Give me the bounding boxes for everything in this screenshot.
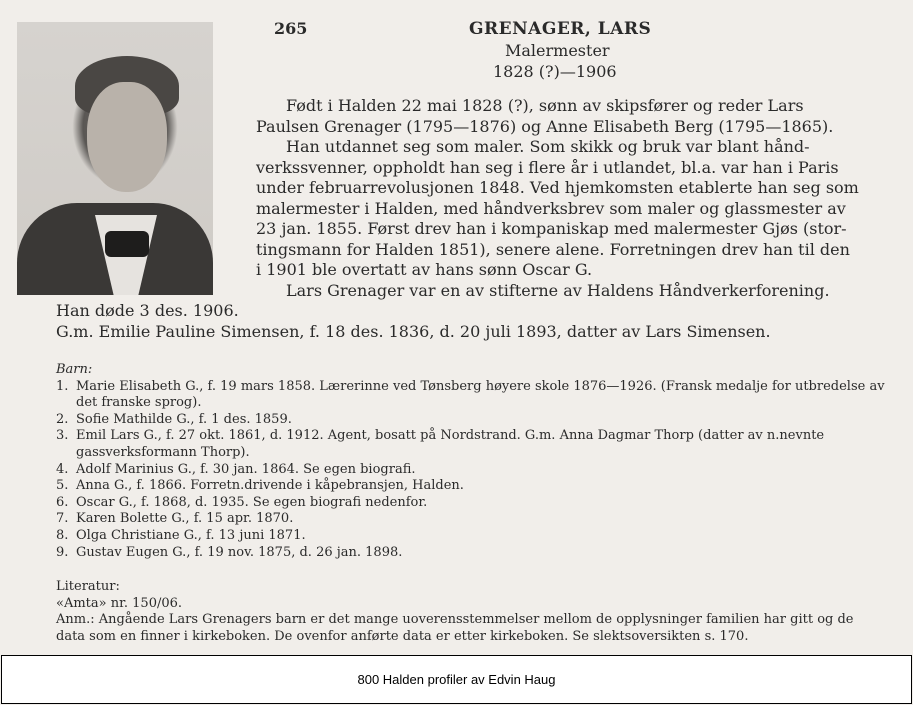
bio-line: Han utdannet seg som maler. Som skikk og bruk var blant hånd- [286,137,810,156]
list-item: 7. Karen Bolette G., f. 15 apr. 1870. [56,511,294,527]
list-item: 6. Oscar G., f. 1868, d. 1935. Se egen biografi nedenfor. [56,494,428,510]
bio-line: under februarrevolusjonen 1848. Ved hjemkomsten etablerte han seg som [256,178,859,197]
list-item: 4. Adolf Marinius G., f. 30 jan. 1864. Se egen biografi. [56,461,416,477]
list-item: 8. Olga Christiane G., f. 13 juni 1871. [56,527,306,543]
bio-married: G.m. Emilie Pauline Simensen, f. 18 des. 1836, d. 20 juli 1893, datter av Lars Simensen. [56,321,771,341]
literature-source: «Amta» nr. 150/06. [56,595,183,611]
literature-heading: Literatur: [56,579,120,594]
bio-line: Paulsen Grenager (1795—1876) og Anne Elisabeth Berg (1795—1865). [256,116,834,136]
page-number: 265 [274,19,308,38]
list-item: 1. Marie Elisabeth G., f. 19 mars 1858. Lærerinne ved Tønsberg høyere skole 1876—1926. (Fransk medalje for utbredelse av det franske sprog). [56,378,885,411]
bio-died: Han døde 3 des. 1906. [56,301,239,320]
children-list [56,362,886,561]
bio-line: Lars Grenager var en av stifterne av Haldens Håndverkerforening. [286,280,830,300]
bio-line: verkssvenner, oppholdt han seg i flere år i utlandet, bl.a. var han i Paris [256,157,839,177]
literature-note: Anm.: Angående Lars Grenagers barn er det mange uoverensstemmelser mellom de opplysninger familien har gitt og de data som en finner i kirkeboken. De ovenfor anførte data er etter kirkeboken. Se slektsoversikten s. 170. [56,612,854,644]
person-name: GRENAGER, LARS [469,19,652,39]
literature [56,579,886,645]
list-item: 5. Anna G., f. 1866. Forretn.drivende i kåpebransjen, Halden. [56,478,464,494]
bio-line: i 1901 ble overtatt av hans sønn Oscar G. [256,260,593,279]
bio-line: Født i Halden 22 mai 1828 (?), sønn av skipsfører og reder Lars [286,96,804,115]
biography [56,96,876,342]
list-item: 2. Sofie Mathilde G., f. 1 des. 1859. [56,411,292,427]
bio-line: malermester i Halden, med håndverksbrev som maler og glassmester av [256,198,846,218]
profession: Malermester [505,41,610,60]
children-heading: Barn: [56,362,93,377]
footer-caption [1,655,912,704]
bio-line: 23 jan. 1855. Først drev han i kompaniskap med malermester Gjøs (stor- [256,219,847,238]
bio-line: tingsmann for Halden 1851), senere alene. Forretningen drev han til den [256,239,850,259]
life-years: 1828 (?)—1906 [493,62,617,81]
list-item: 9. Gustav Eugen G., f. 19 nov. 1875, d. 26 jan. 1898. [56,544,403,560]
footer-caption-text: 800 Halden profiler av Edvin Haug [357,672,556,687]
list-item: 3. Emil Lars G., f. 27 okt. 1861, d. 1912. Agent, bosatt på Nordstrand. G.m. Anna Dagmar Thorp (datter av n.nevnte gassverksformann Thorp). [56,428,825,460]
